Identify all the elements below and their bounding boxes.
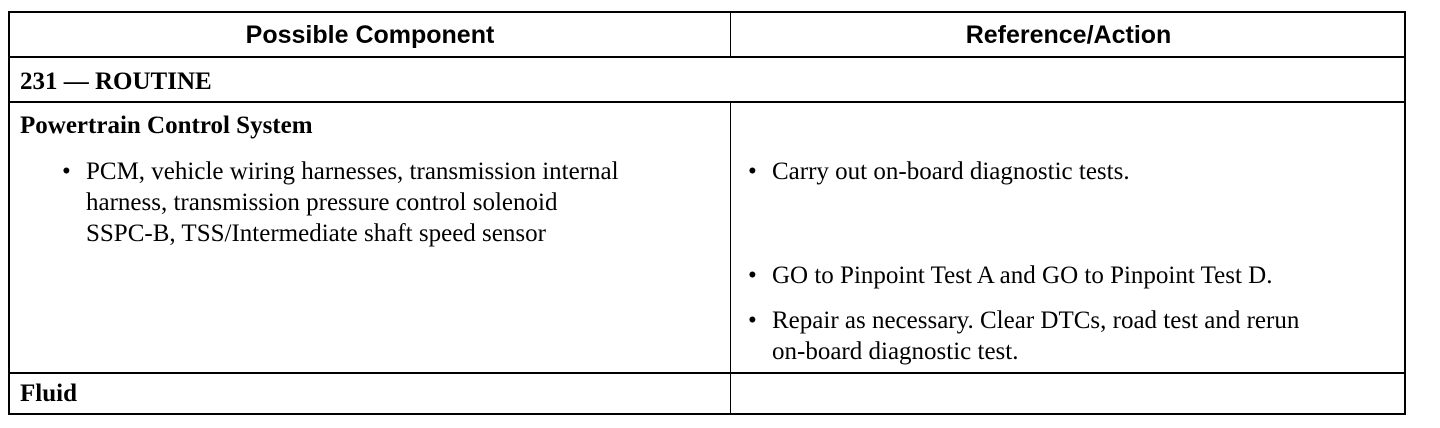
- action-bullet-item: [748, 260, 1398, 292]
- action-bullet-item: [748, 305, 1398, 369]
- header-divider: [10, 56, 1404, 58]
- header-possible-component: Possible Component: [245, 21, 495, 49]
- bullet-icon: •: [748, 307, 757, 334]
- action-bullet-text: GO to Pinpoint Test A and GO to Pinpoint Test D.: [772, 262, 1273, 289]
- component-bullet-text: PCM, vehicle wiring harnesses, transmission internal harness, transmission pressure control solenoid SSPC-B, TSS/Intermediate shaft speed sensor: [86, 158, 619, 247]
- fluid-row-divider: [10, 372, 1404, 374]
- bullet-icon: •: [748, 158, 757, 185]
- group-fluid-title: Fluid: [20, 380, 77, 407]
- section-divider: [10, 101, 1404, 103]
- action-bullet-item: [748, 156, 1398, 188]
- component-action-table: [8, 11, 1406, 415]
- action-bullet-text: Repair as necessary. Clear DTCs, road test and rerun on-board diagnostic test.: [772, 307, 1300, 365]
- header-reference-action: Reference/Action: [965, 21, 1172, 49]
- section-title: 231 — ROUTINE: [20, 68, 212, 95]
- action-bullet-text: Carry out on-board diagnostic tests.: [772, 158, 1130, 185]
- component-bullet-item: [62, 156, 722, 251]
- group-powertrain-title: Powertrain Control System: [20, 112, 313, 139]
- body-column-divider: [730, 103, 731, 415]
- bullet-icon: •: [748, 262, 757, 289]
- header-column-divider: [730, 13, 731, 58]
- bullet-icon: •: [62, 158, 71, 185]
